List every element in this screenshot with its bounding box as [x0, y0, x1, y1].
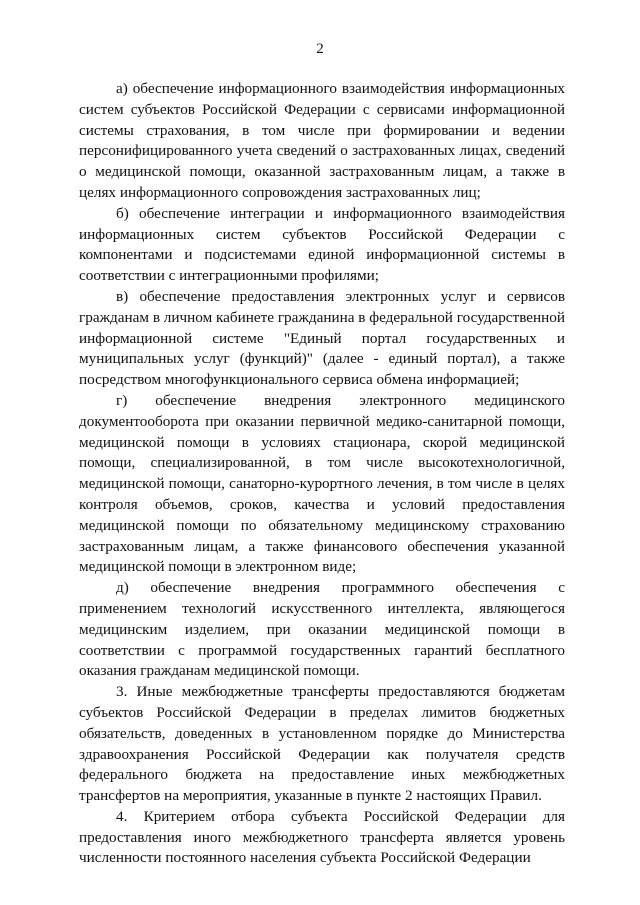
paragraph-clause-4: 4. Критерием отбора субъекта Российской Федерации для предоставления иного межбюджетного трансферта является уровень численности постоянного населения субъекта Российской Федерации	[79, 807, 565, 867]
paragraph-clause-3: 3. Иные межбюджетные трансферты предоставляются бюджетам субъектов Российской Федерации в пределах лимитов бюджетных обязательств, доведенных в установленном порядке до Министерства здравоохранения Российской Федерации как получателя средств федерального бюджета на предоставление иных межбюджетных трансфертов на мероприятия, указанные в пункте 2 настоящих Правил.	[79, 683, 565, 805]
paragraph-item-a: а) обеспечение информационного взаимодействия информационных систем субъектов Российской Федерации с сервисами информационной системы страхования, в том числе при формировании и ведении персонифицированного учета сведений о застрахованных лицах, сведений о медицинской помощи, оказанной застрахованным лицам, а также в целях информационного сопровождения застрахованных лиц;	[79, 80, 565, 201]
paragraph-item-g: г) обеспечение внедрения электронного медицинского документооборота при оказании первичной медико-санитарной помощи, медицинской помощи в условиях стационара, скорой медицинской помощи, специализированной, в том числе высокотехнологичной, медицинской помощи, санаторно-курортного лечения, в том числе в целях контроля объемов, сроков, качества и условий предоставления медицинской помощи по обязательному медицинскому страхованию застрахованным лицам, а также финансового обеспечения указанной медицинской помощи в электронном виде;	[79, 391, 565, 576]
paragraph-item-b: б) обеспечение интеграции и информационного взаимодействия информационных систем субъектов Российской Федерации с компонентами и подсистемами единой информационной системы в соответствии с интеграционными профилями;	[79, 204, 565, 285]
paragraph-item-v: в) обеспечение предоставления электронных услуг и сервисов гражданам в личном кабинете гражданина в федеральной государственной информационной системе "Единый портал государственных и муниципальных услуг (функций)" (далее - единый портал), а также посредством многофункционального сервиса обмена информацией;	[79, 287, 565, 389]
paragraph-item-d: д) обеспечение внедрения программного обеспечения с применением технологий искусственного интеллекта, являющегося медицинским изделием, при оказании медицинской помощи в соответствии с программой государственных гарантий бесплатного оказания гражданам медицинской помощи.	[79, 579, 565, 680]
document-body	[79, 79, 565, 869]
page-number: 2	[316, 41, 324, 57]
